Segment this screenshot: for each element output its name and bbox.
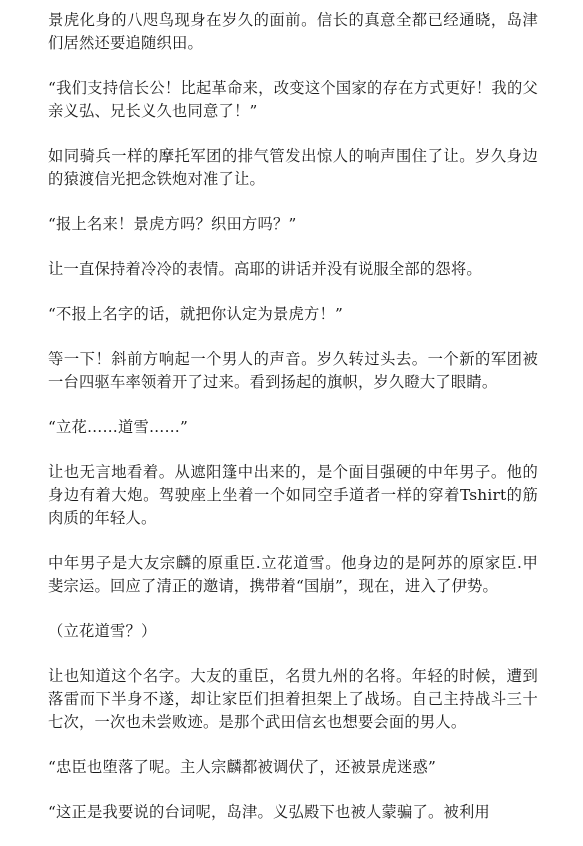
paragraph: “立花……道雪……” xyxy=(48,418,189,436)
paragraph: 景虎化身的八咫鸟现身在岁久的面前。信长的真意全都已经通晓，岛津们居然还要追随织田。 xyxy=(48,11,538,52)
paragraph: （立花道雪？） xyxy=(48,622,157,640)
paragraph: “忠臣也堕落了呢。主人宗麟都被调伏了，还被景虎迷惑” xyxy=(48,758,436,776)
paragraph: “我们支持信长公！比起革命来，改变这个国家的存在方式更好！我的父亲义弘、兄长义久也同意了！” xyxy=(48,79,538,120)
paragraph: 等一下！斜前方响起一个男人的声音。岁久转过头去。一个新的军团被一台四驱车率领着开了过来。看到扬起的旗帜，岁久瞪大了眼睛。 xyxy=(48,350,538,391)
paragraph: 中年男子是大友宗麟的原重臣.立花道雪。他身边的是阿苏的原家臣.甲斐宗运。回应了清正的邀请，携带着“国崩”，现在，进入了伊势。 xyxy=(48,554,538,595)
paragraph: “不报上名字的话，就把你认定为景虎方！” xyxy=(48,305,343,323)
paragraph: 让也无言地看着。从遮阳篷中出来的，是个面目强硬的中年男子。他的身边有着大炮。驾驶座上坐着一个如同空手道者一样的穿着Tshirt的筋肉质的年轻人。 xyxy=(48,463,538,527)
paragraph: 让也知道这个名字。大友的重臣，名贯九州的名将。年轻的时候，遭到落雷而下半身不遂，却让家臣们担着担架上了战场。自己主持战斗三十七次，一次也未尝败迹。是那个武田信玄也想要会面的男人。 xyxy=(48,667,538,731)
document-page xyxy=(48,0,538,846)
paragraph: “这正是我要说的台词呢，岛津。义弘殿下也被人蒙骗了。被利用 xyxy=(48,803,490,821)
paragraph: 让一直保持着冷冷的表情。高耶的讲话并没有说服全部的怨将。 xyxy=(48,260,482,278)
paragraph: “报上名来！景虎方吗？织田方吗？” xyxy=(48,215,297,233)
paragraph: 如同骑兵一样的摩托军团的排气管发出惊人的响声围住了让。岁久身边的猿渡信光把念铁炮对准了让。 xyxy=(48,147,538,188)
